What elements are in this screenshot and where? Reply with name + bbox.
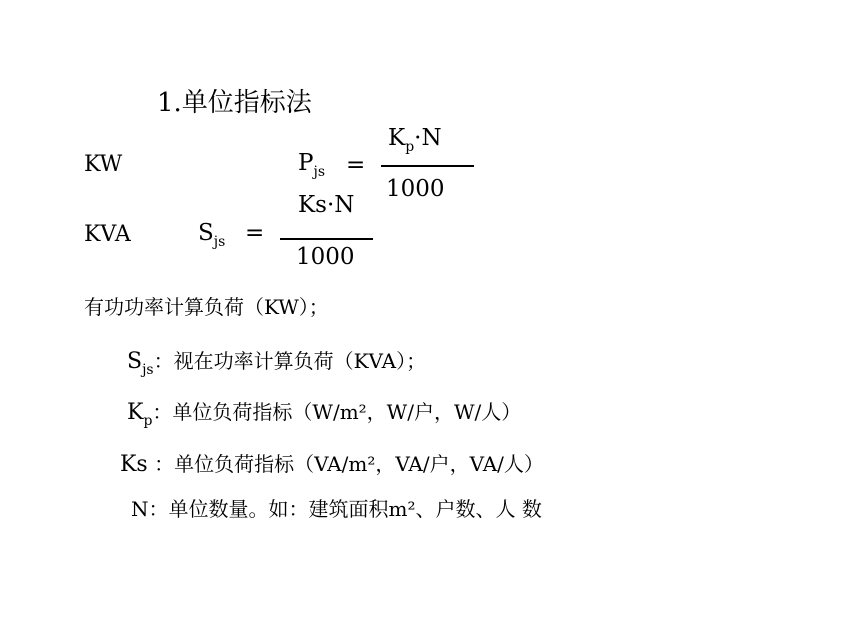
formula-sjs-unit: KVA <box>84 222 131 247</box>
kp-def-symbol: K <box>127 400 144 425</box>
ks-def-text: ：单位负荷指标（VA/m²，VA/户，VA/人） <box>147 452 544 476</box>
formula-sjs-equals: = <box>245 220 265 246</box>
kp-def-sub: p <box>143 413 153 429</box>
pjs-definition: 有功功率计算负荷（KW）； <box>84 295 329 319</box>
formula-sjs-lhs <box>198 220 225 250</box>
formula-pjs-numerator <box>388 125 442 155</box>
formula-pjs-denominator: 1000 <box>386 176 445 202</box>
formula-sjs-denominator: 1000 <box>296 244 355 270</box>
formula-sjs-fraction-bar <box>280 238 373 240</box>
formula-pjs-lhs <box>298 150 325 180</box>
sjs-def-sub: js <box>142 362 154 378</box>
sjs-sub: js <box>213 234 226 250</box>
ks-definition <box>120 448 544 477</box>
sjs-definition <box>127 345 426 378</box>
kp-symbol: K <box>388 125 406 151</box>
pjs-symbol: P <box>298 150 314 176</box>
formula-pjs-equals: = <box>346 152 366 178</box>
sjs-def-symbol: S <box>127 349 143 374</box>
kp-def-text: ：单位负荷指标（W/m²，W/户，W/人） <box>152 400 522 424</box>
sjs-def-text: ：视在功率计算负荷（KVA）； <box>153 349 427 373</box>
formula-sjs-numerator: Ks·N <box>298 192 355 218</box>
ks-def-symbol: Ks <box>120 452 148 477</box>
kp-tail: ·N <box>414 125 442 151</box>
n-definition: N：单位数量。如：建筑面积m²、户数、人 数 <box>131 497 542 521</box>
kp-definition <box>127 396 521 429</box>
formula-pjs-unit: KW <box>84 152 123 177</box>
kp-sub: p <box>405 139 415 155</box>
formula-pjs-fraction-bar <box>381 165 474 167</box>
section-title: 1.单位指标法 <box>157 88 312 118</box>
pjs-sub: js <box>313 164 326 180</box>
sjs-symbol: S <box>198 220 214 246</box>
